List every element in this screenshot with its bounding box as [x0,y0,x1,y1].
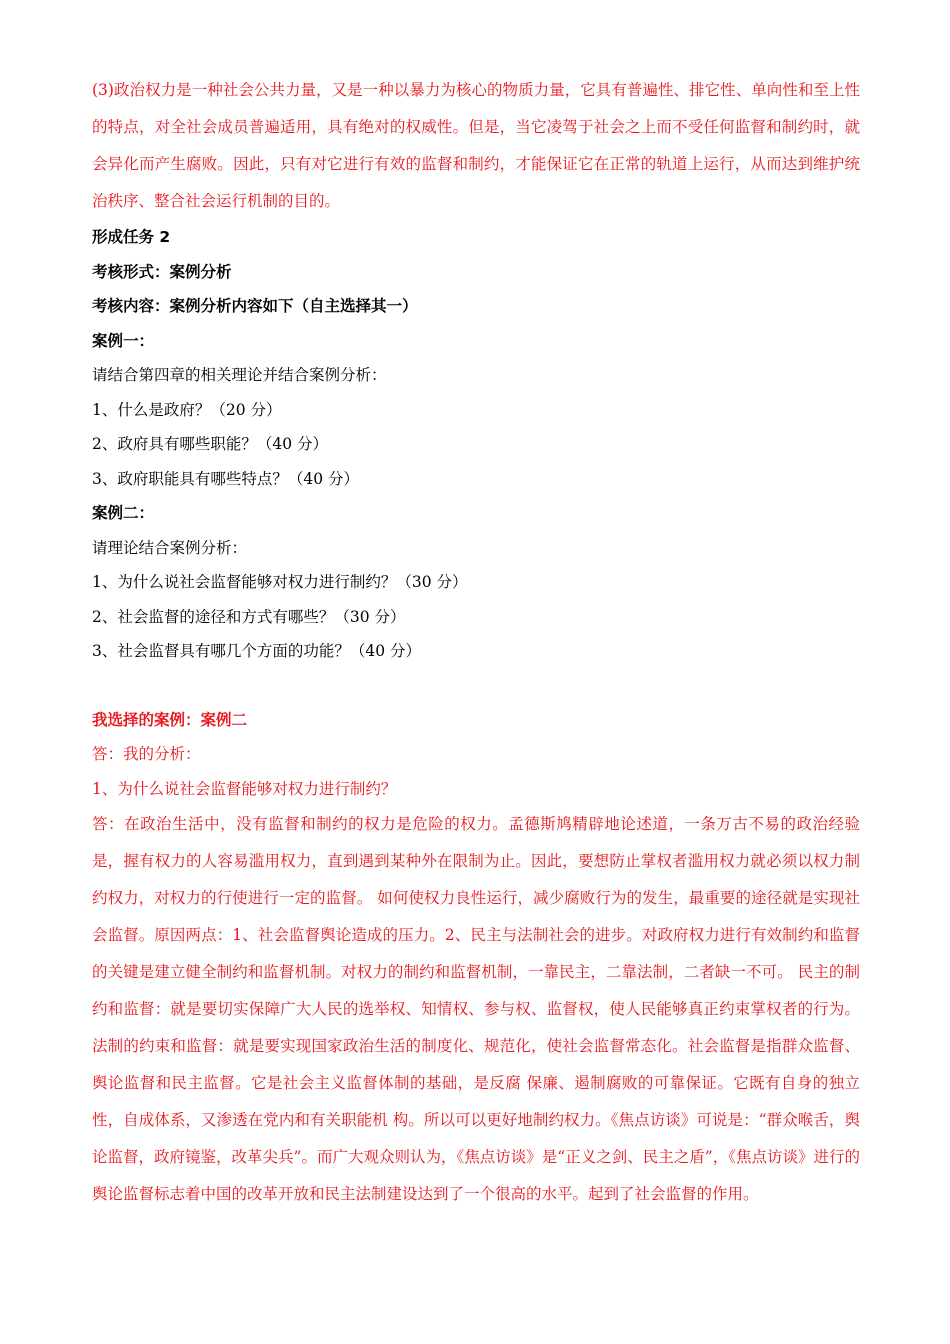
task-title: 形成任务 2 [92,228,171,246]
case2-prompt: 请理论结合案例分析： [92,538,248,557]
answer-body: 答：在政治生活中，没有监督和制约的权力是危险的权力。孟德斯鸠精辟地论述道，一条万古不易的政治经验是，握有权力的人容易滥用权力，直到遇到某种外在限制为止。因此，要想防止掌权者滥用权力就必须以权力制约权力，对权力的行使进行一定的监督。 如何使权力良性运行，减少腐败行为的发生，最重要的途径就是实现社会监督。原因两点：1、社会监督舆论造成的压力。2、民主与法制社会的进步。对政府权力进行有效制约和监督的关键是建立健全制约和监督机制。对权力的制约和监督机制，一靠民主，二靠法制，二者缺一不可。 民主的制约和监督：就是要切实保障广大人民的选举权、知情权、参与权、监督权，使人民能够真正约束掌权者的行为。 法制的约束和监督：就是要实现国家政治生活的制度化、规范化，使社会监督常态化。社会监督是指群众监督、舆论监督和民主监督。它是社会主义监督体制的基础，是反腐 保廉、遏制腐败的可靠保证。它既有自身的独立性，自成体系，又渗透在党内和有关职能机 构。所以可以更好地制约权力。《焦点访谈》可说是：“群众喉舌，舆论监督，政府镜鉴，改革尖兵”。而广大观众则认为，《焦点访谈》是“正义之剑、民主之盾”，《焦点访谈》进行的舆论监督标志着中国的改革开放和民主法制建设达到了一个很高的水平。起到了社会监督的作用。 [92,815,860,1203]
document-content [92,72,860,1213]
case1-question: 3、政府职能具有哪些特点？（40 分） [92,469,360,488]
answer-intro: 答：我的分析： [92,745,201,763]
case2-question: 3、社会监督具有哪几个方面的功能？（40 分） [92,642,422,660]
assessment-content: 考核内容：案例分析内容如下（自主选择其一） [92,297,418,315]
answer-question: 1、为什么说社会监督能够对权力进行制约？ [92,779,397,798]
case1-question: 1、什么是政府？（20 分） [92,400,282,419]
case1-prompt: 请结合第四章的相关理论并结合案例分析： [92,366,387,384]
case2-question: 2、社会监督的途径和方式有哪些？（30 分） [92,607,406,626]
selected-case: 我选择的案例：案例二 [92,710,248,729]
case2-question: 1、为什么说社会监督能够对权力进行制约？（30 分） [92,573,468,591]
case2-heading: 案例二： [92,504,155,522]
spacer [92,669,860,703]
case1-heading: 案例一： [92,331,155,350]
intro-paragraph: (3)政治权力是一种社会公共力量，又是一种以暴力为核心的物质力量，它具有普遍性、排它性、单向性和至上性的特点，对全社会成员普遍适用，具有绝对的权威性。但是，当它凌驾于社会之上而不受任何监督和制约时，就会异化而产生腐败。因此，只有对它进行有效的监督和制约，才能保证它在正常的轨道上运行，从而达到维护统治秩序、整合社会运行机制的目的。 [92,81,860,210]
assessment-form: 考核形式：案例分析 [92,262,232,281]
case1-question: 2、政府具有哪些职能？（40 分） [92,435,329,453]
